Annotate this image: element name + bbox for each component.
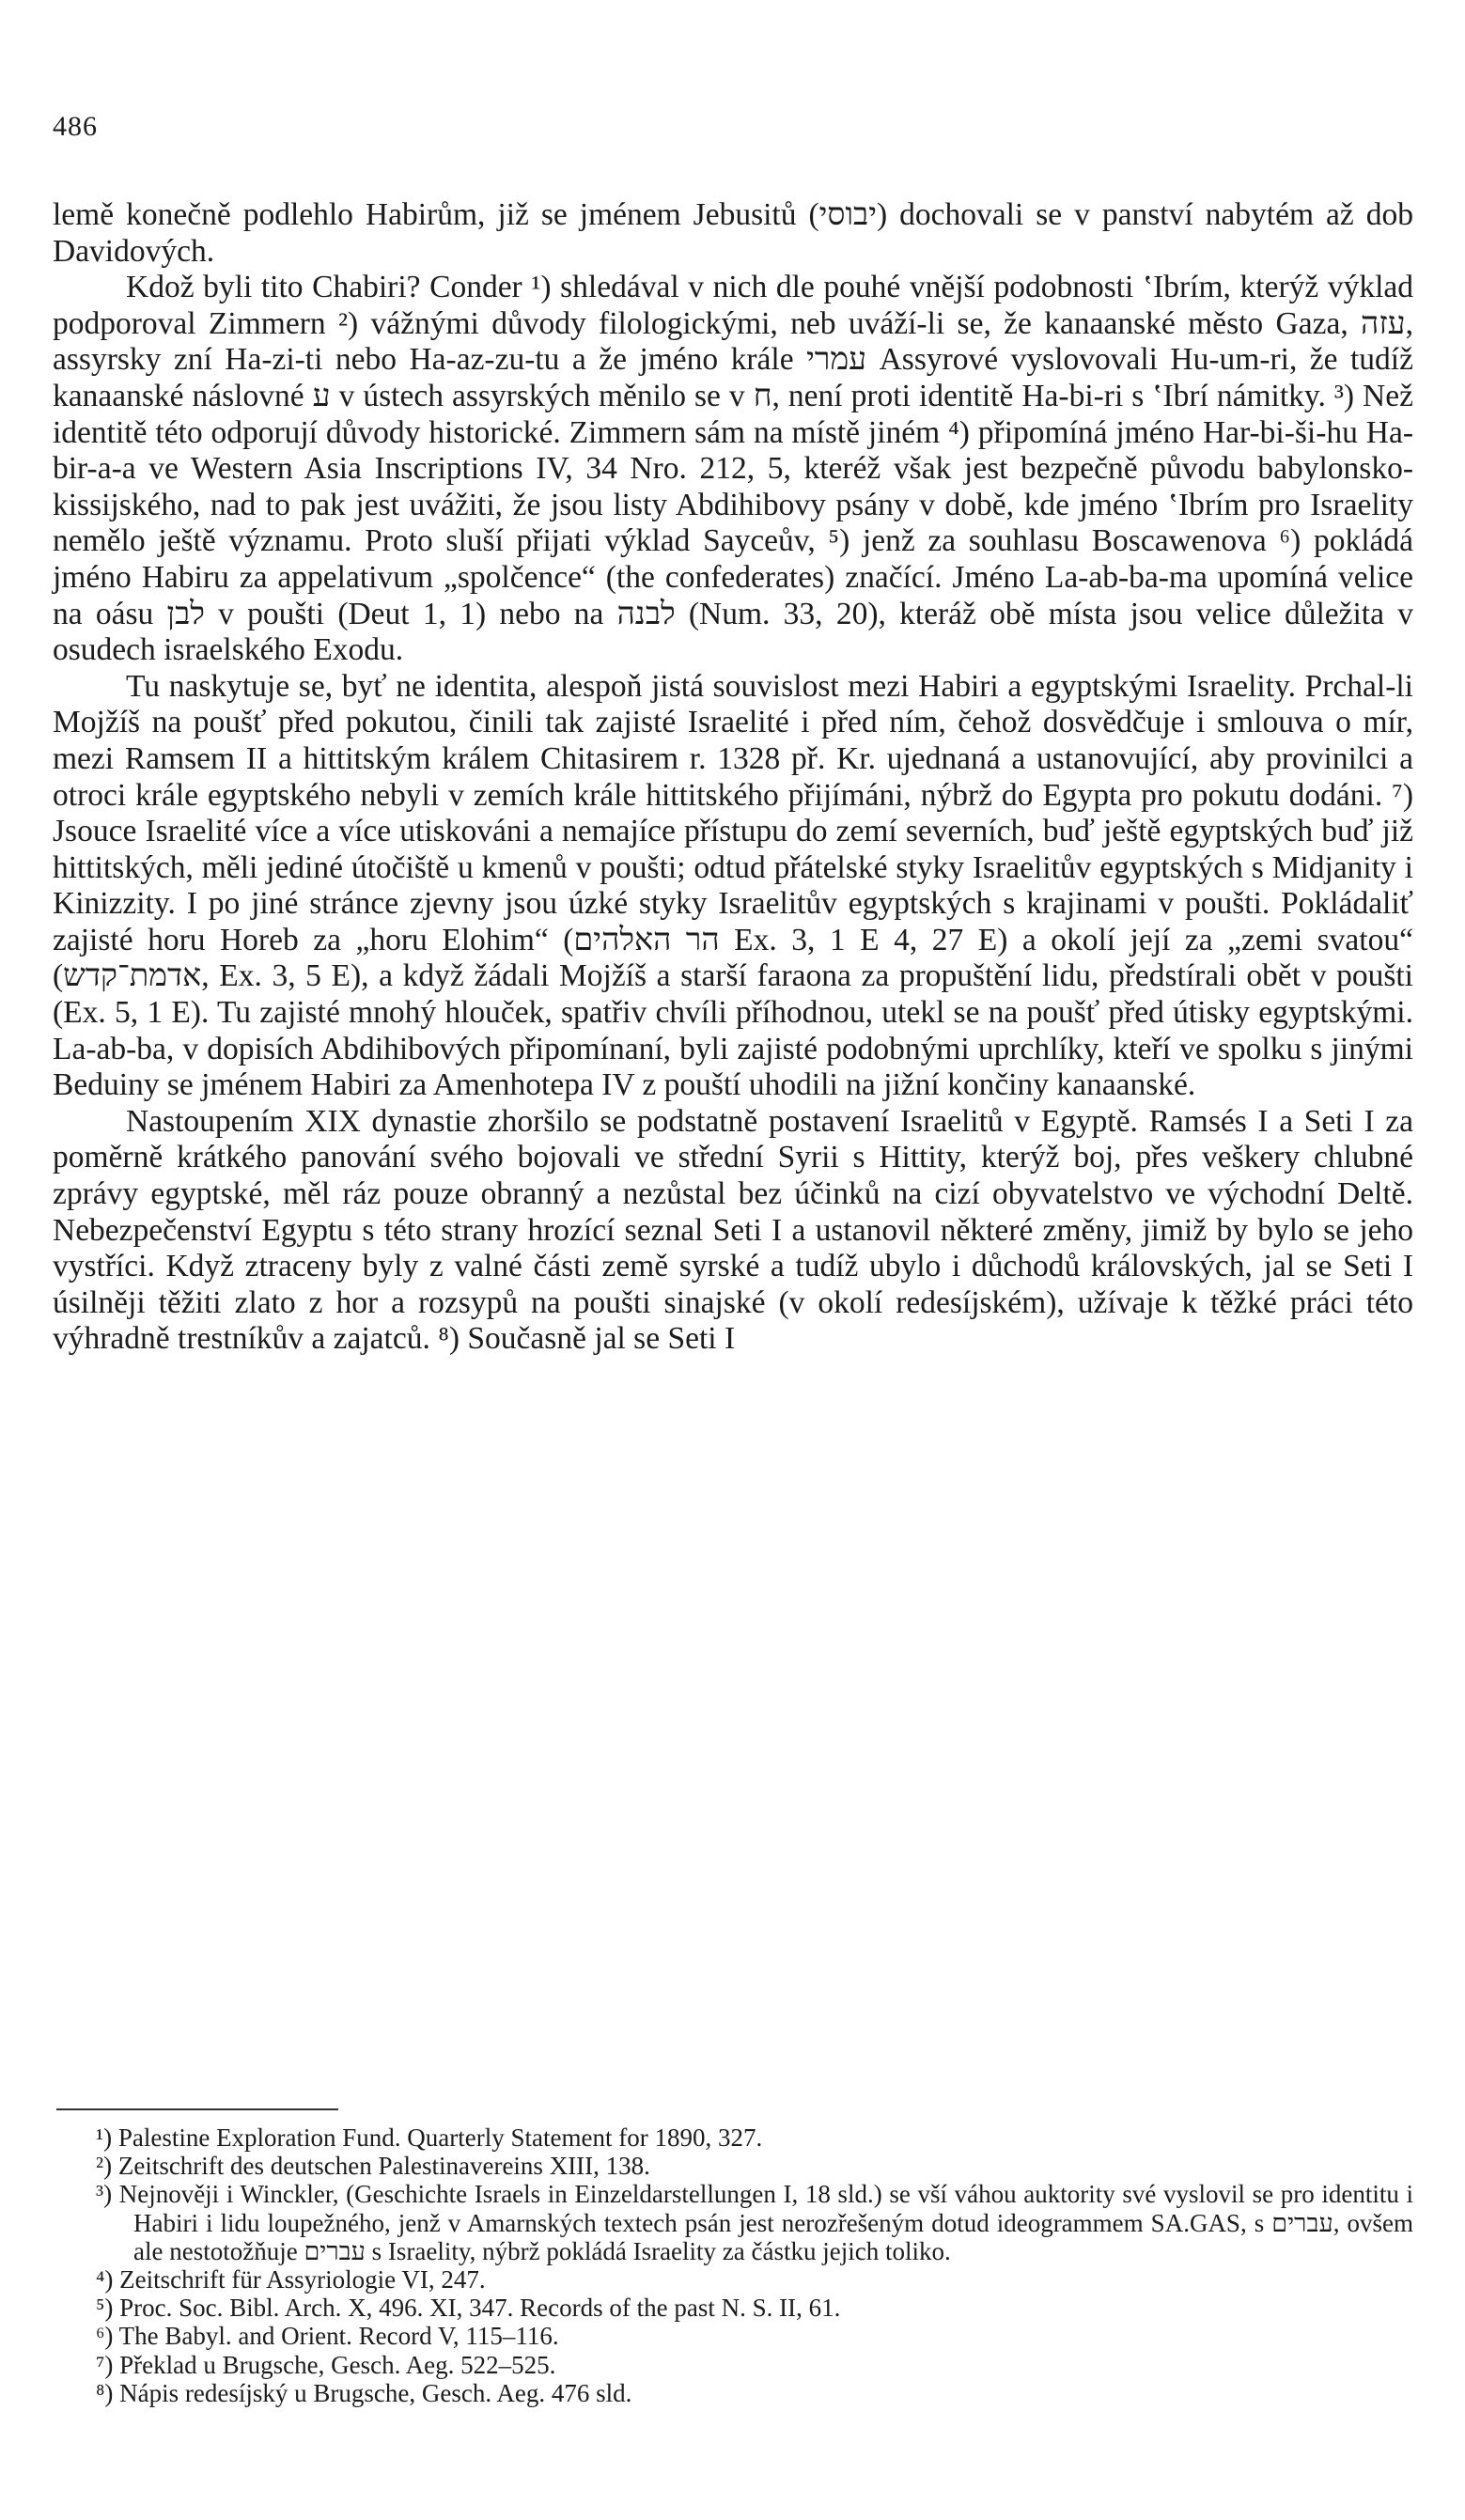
footnote: ²) Zeitschrift des deutschen Palestinavereins XIII, 138. xyxy=(96,2152,650,2181)
paragraph: Tu naskytuje se, byť ne identita, alespoň jistá souvislost mezi Habiri a egyptskými Israelity. Prchal-li Mojžíš na poušť před pokutou, činili tak zajisté Israelité i před ním, čehož dosvědčuje i smlouva o mír, mezi Ramsem II a hittitským králem Chitasirem r. 1328 př. Kr. ujednaná a ustanovující, aby provinilci a otroci krále egyptského nebyli v zemích krále hittitského přijímáni, nýbrž do Egypta pro pokutu dodáni. ⁷) Jsouce Israelité více a více utiskováni a nemajíce přístupu do zemí severních, buď ještě egyptských buď již hittitských, měli jediné útočiště u kmenů v poušti; odtud přátelské styky Israelitův egyptských s Midjanity i Kinizzity. I po jiné stránce zjevny jsou úzké styky Israelitův egyptských s krajinami v poušti. Pokládaliť zajisté horu Horeb za „horu Elohim“ (הר האלהים Ex. 3, 1 E 4, 27 E) a okolí její za „zemi svatou“ (אדמת־קדש, Ex. 3, 5 E), a když žádali Mojžíš a starší faraona za propuštění lidu, předstírali obět v poušti (Ex. 5, 1 E). Tu zajisté mnohý hlouček, spatřiv chvíli příhodnou, utekl se na poušť před útisky egyptskými. La-ab-ba, v dopisích Abdihibových připomínaní, byli zajisté podobnými uprchlíky, kteří ve spolku s jinými Beduiny se jménem Habiri za Amenhotepa IV z pouští uhodili na jižní končiny kanaanské. xyxy=(53,668,1413,1103)
footnote: ⁶) The Babyl. and Orient. Record V, 115–116. xyxy=(96,2322,559,2351)
body-text xyxy=(53,197,1413,1358)
footnote: ⁷) Překlad u Brugsche, Gesch. Aeg. 522–525. xyxy=(96,2350,556,2379)
footnotes xyxy=(53,2123,1413,2407)
page-number: 486 xyxy=(53,111,98,142)
paragraph: lemě konečně podlehlo Habirům, již se jménem Jebusitů (יבוסי) dochovali se v panství nabytém až dob Davidových. xyxy=(53,197,1413,269)
footnote: ⁴) Zeitschrift für Assyriologie VI, 247. xyxy=(96,2265,486,2294)
paragraph: Kdož byli tito Chabiri? Conder ¹) shledával v nich dle pouhé vnější podobnosti ʽIbrím, kterýž výklad podporoval Zimmern ²) vážnými důvody filologickými, neb uváží-li se, že kanaanské město Gaza, עזה, assyrsky zní Ha-zi-ti nebo Ha-az-zu-tu a že jméno krále עמרי Assyrové vyslovovali Hu-um-ri, že tudíž kanaanské náslovné ע v ústech assyrských měnilo se v ח, není proti identitě Ha-bi-ri s ʽIbrí námitky. ³) Než identitě této odporují důvody historické. Zimmern sám na místě jiném ⁴) připomíná jméno Har-bi-ši-hu Ha-bir-a-a ve Western Asia Inscriptions IV, 34 Nro. 212, 5, kteréž však jest bezpečně původu babylonsko-kissijského, nad to pak jest uvážiti, že jsou listy Abdihibovy psány v době, kde jméno ʽIbrím pro Israelity nemělo ještě významu. Proto sluší přijati výklad Sayceův, ⁵) jenž za souhlasu Boscawenova ⁶) pokládá jméno Habiru za appelativum „spolčence“ (the confederates) značící. Jméno La-ab-ba-ma upomíná velice na oásu לבן v poušti (Deut 1, 1) nebo na לבנה (Num. 33, 20), kteráž obě místa jsou velice důležita v osudech israelského Exodu. xyxy=(53,270,1413,668)
footnote: ³) Nejnověji i Winckler, (Geschichte Israels in Einzeldarstellungen I, 18 sld.) se vší váhou auktority své vyslovil se pro identitu i Habiri i lidu loupežného, jenž v Amarnských textech psán jest nerozřešeným dotud ideogrammem SA.GAS, s עברים, ovšem ale nestotožňuje עברים s Israelity, nýbrž pokládá Israelity za částku jejich toliko. xyxy=(96,2180,1413,2265)
footnote-divider xyxy=(56,2108,338,2110)
footnote: ⁵) Proc. Soc. Bibl. Arch. X, 496. XI, 347. Records of the past N. S. II, 61. xyxy=(96,2294,841,2323)
footnote: ¹) Palestine Exploration Fund. Quarterly Statement for 1890, 327. xyxy=(96,2123,763,2152)
paragraph: Nastoupením XIX dynastie zhoršilo se podstatně postavení Israelitů v Egyptě. Ramsés I a Seti I za poměrně krátkého panování svého bojovali ve střední Syrii s Hittity, kterýž boj, přes veškery chlubné zprávy egyptské, měl ráz pouze obranný a nezůstal bez účinků na cizí obyvatelstvo ve východní Deltě. Nebezpečenství Egyptu s této strany hrozící seznal Seti I a ustanovil některé změny, jimiž by bylo se jeho vystříci. Když ztraceny byly z valné části země syrské a tudíž ubylo i důchodů královských, jal se Seti I úsilněji těžiti zlato z hor a rozsypů na poušti sinajské (v okolí redesíjském), užívaje k těžké práci této výhradně trestníkův a zajatců. ⁸) Současně jal se Seti I xyxy=(53,1103,1413,1357)
footnote: ⁸) Nápis redesíjský u Brugsche, Gesch. Aeg. 476 sld. xyxy=(96,2378,632,2407)
